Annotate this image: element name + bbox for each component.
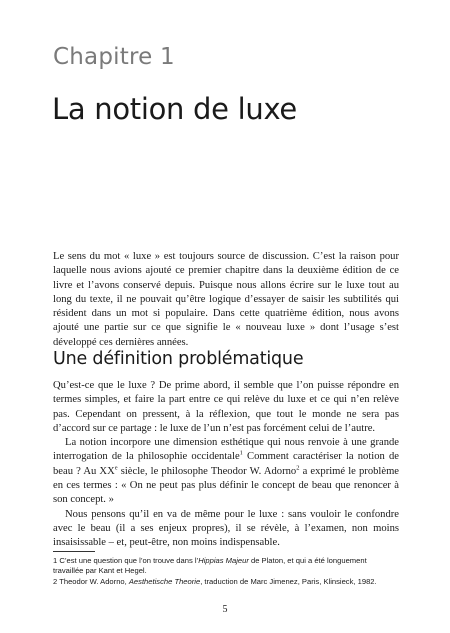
footnote-divider [53,551,95,552]
footnotes [53,556,399,587]
body-paragraph-1: Qu’est-ce que le luxe ? De prime abord, il semble que l’on puisse répondre en termes simples, et faire la part entre ce qui relève du luxe et ce qui n’en relève pas. Cependant on pressent, à la réflexion, que tout le monde ne sera pas d’accord sur ce partage : le luxe de l’un n’est pas forcément celui de l’autre. [53,380,399,434]
footnote-1-italic: Hippias Majeur [198,556,249,565]
chapter-title: La notion de luxe [52,92,297,126]
paragraph-2-text-d: a exprimé le problème en ces termes : « On ne peut pas plus définir le concept de beau que renoncer à son concept. » [53,465,400,506]
century-superscript: e [114,464,118,472]
footnote-2-text-a: Theodor W. Adorno, [57,576,129,586]
section-title: Une définition problématique [53,349,304,369]
body-paragraph-2 [53,436,399,507]
intro-paragraph: Le sens du mot « luxe » est toujours source de discussion. C’est la raison pour laquelle nous avions ajouté ce premier chapitre dans la deuxième édition de ce livre et l’avons conservé depuis. Puisque nous allons écrire sur le luxe tout au long du texte, il ne pouvait qu’être logique d’essayer de saisir les subtilités qui résident dans un mot si populaire. Dans cette quatrième édition, nous avons ajouté une partie sur ce que signifie le « nouveau luxe » dont l’usage s’est développé ces dernières années. [53,251,399,348]
footnote-2-number: 2 [53,576,58,586]
footnote-ref-2: 2 [296,464,300,472]
footnote-2 [53,577,399,587]
footnote-1-text-b: de Platon, et qui a été longuement travaillée par Kant et Hegel. [53,556,367,576]
paragraph-2-text-a: La notion incorpore une dimension esthétique qui nous renvoie à une grande interrogation de la philosophie occidentale [53,437,399,463]
footnote-1 [53,556,399,577]
body-paragraph-3: Nous pensons qu’il en va de même pour le luxe : sans vouloir le confondre avec le beau (il a ses enjeux propres), il se révèle, à l’examen, non moins insaisissable – et, peut-être, non moins indispensable. [53,508,399,549]
chapter-label: Chapitre 1 [53,44,175,70]
footnote-2-text-b: , traduction de Marc Jimenez, Paris, Klinsieck, 1982. [200,576,377,586]
paragraph-2-text-b: Comment caractériser la notion de beau ? Au XX [53,451,399,477]
footnote-2-italic: Aesthetische Theorie [128,576,201,586]
footnote-1-number: 1 [53,556,58,565]
page-number: 5 [222,604,228,615]
footnote-1-text-a: C’est une question que l’on trouve dans l’ [57,556,199,565]
footnote-ref-1: 1 [239,449,243,457]
section-body [53,379,399,551]
paragraph-2-text-c: siècle, le philosophe Theodor W. Adorno [117,465,297,477]
